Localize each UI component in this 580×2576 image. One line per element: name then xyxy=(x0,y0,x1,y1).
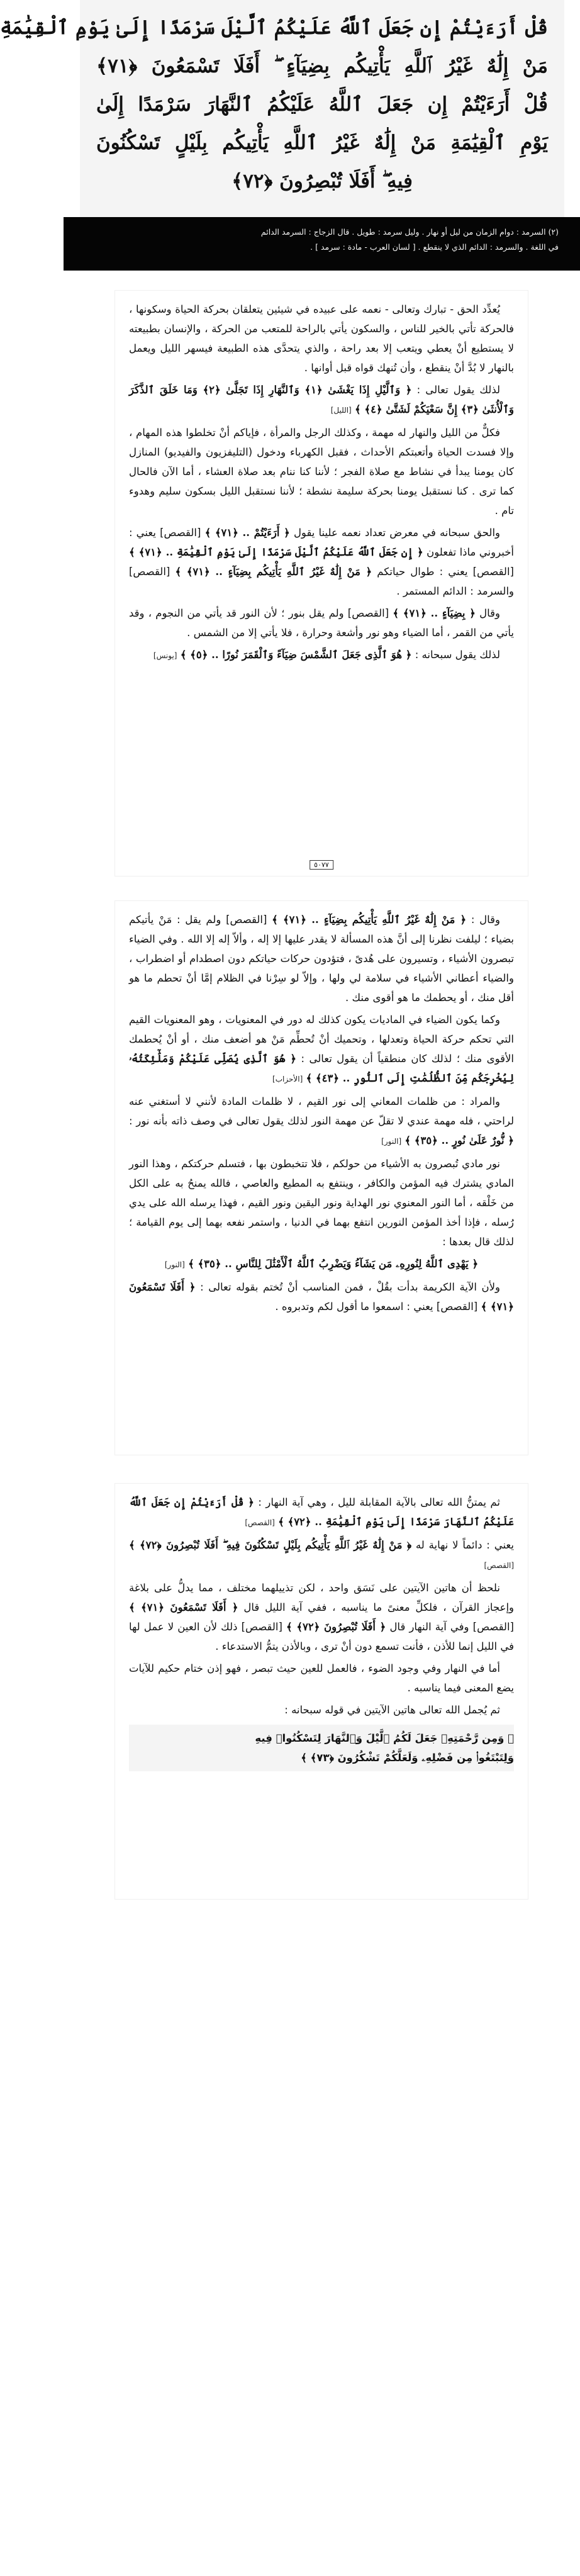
quran-quote: ﴿ يَهْدِى ٱللَّهُ لِنُورِهِۦ مَن يَشَآءُ وَيَضْرِبُ ٱللَّهُ ٱلْأَمْثَٰلَ لِلنَّاسِ .. ﴿٣٥﴾ ﴾ xyxy=(188,1258,479,1270)
text: وقال : xyxy=(471,914,500,926)
paragraph xyxy=(129,1492,514,1533)
verse-line: فِيهِ ۖ أَفَلَا تُبْصِرُونَ ﴿٧٢﴾ xyxy=(231,170,413,193)
paragraph xyxy=(129,603,514,642)
verse-line: قُلْ أَرَءَيْتُمْ إِن جَعَلَ ٱللَّهُ عَلَيْكُمُ ٱلَّيْلَ سَرْمَدًا إِلَىٰ يَوْمِ ٱلْقِيَٰمَةِ xyxy=(0,16,548,39)
page-number: ٥٠٧٧ xyxy=(310,860,333,870)
quran-quote: ﴿ مَنْ إِلَٰهٌ غَيْرُ ٱللَّهِ يَأْتِيكُم بِلَيْلٍ تَسْكُنُونَ فِيهِ ۖ أَفَلَا تُبْصِرُونَ ﴿٧٢﴾ ﴾ xyxy=(129,1539,412,1551)
paragraph xyxy=(129,523,514,601)
text: وقال xyxy=(479,607,501,619)
paragraph xyxy=(129,1277,514,1316)
paragraph: يُعدِّد الحق - تبارك وتعالى - نعمه على عبيده في شيئين يتعلقان بحركة الحياة وسكونها ، فالحركة تأتي بالخير للناس ، والسكون يأتي بالراحة للمتعب من الحركة ، والإنسان بطبيعته لا يستطيع أنْ يعطي ويتعب إلا بعد راحة ، والذي يتحدَّى هذه الطبيعة فيسهر الليل ويعمل بالنهار لا بُدَّ أنْ ينقطع ، وأن تُنهك قواه قبل أوانها . xyxy=(129,303,514,374)
quran-quote: ﴿ إِن جَعَلَ ٱللَّهُ عَلَيْكُمُ ٱلَّيْلَ سَرْمَدًا إِلَىٰ يَوْمِ ٱلْقِيَٰمَةِ .. ﴿٧١﴾ ﴾ xyxy=(129,546,423,558)
quran-quote: ﴿ بِضِيَآءٍ .. ﴿٧١﴾ ﴾ xyxy=(393,607,476,619)
text: يعني : دائماً لا نهاية له xyxy=(415,1539,514,1551)
quran-quote: ﴿ قُلْ أَرَءَيْتُمْ إِن جَعَلَ ٱللَّهُ عَلَيْكُمُ ٱلنَّهَارَ سَرْمَدًا إِلَىٰ يَوْمِ ٱلْقِيَٰمَةِ .. ﴿٧٢﴾ ﴾ xyxy=(129,1496,514,1528)
quran-quote: ﴿ نُّورٌ عَلَىٰ نُورٍ .. ﴿٣٥﴾ ﴾ xyxy=(404,1134,514,1146)
page-card-3 xyxy=(115,1484,528,1899)
paragraph xyxy=(129,645,514,666)
text: ثم يمتنُّ الله تعالى بالآية المقابلة لليل ، وهي آية النهار : xyxy=(258,1496,500,1508)
surah-ref: [النور] xyxy=(164,1260,185,1269)
text: [القصص] يعني : أخبروني ماذا تفعلون xyxy=(129,527,514,558)
text: [القصص] يعني : طوال حياتكم xyxy=(377,566,514,578)
paragraph: أما في النهار وفي وجود الضوء ، فالعمل للعين حيث تبصر ، فهو إذن ختام حكيم للآيات يضع المعنى فيما يناسبه . xyxy=(129,1662,514,1694)
paragraph xyxy=(129,1535,514,1576)
text: لذلك يقول تعالى : xyxy=(416,384,501,396)
text: والمراد : من ظلمات المعاني إلى نور القيم ، لا ظلمات المادة لأنني لا أستغني عنه لراحتي ، فله مهمة عندي لا تقلّ عن مهمة النور لذلك يقول تعالى في وصف ذاته بأنه نور : xyxy=(129,1095,514,1127)
quran-quote: ﴿ أَفَلَا تَسْمَعُونَ ﴿٧١﴾ ﴾ xyxy=(129,1601,238,1613)
quran-quote: ﴿ وَٱلَّيْلِ إِذَا يَغْشَىٰ ﴿١﴾ وَٱلنَّهَارِ إِذَا تَجَلَّىٰ ﴿٢﴾ وَمَا خَلَقَ ٱلذَّكَرَ وَٱلْأُنثَىٰ ﴿٣﴾ إِنَّ سَعْيَكُمْ لَشَتَّىٰ ﴿٤﴾ ﴾ xyxy=(129,384,514,415)
footnote-line: في اللغة . والسرمد : الدائم الذي لا ينقطع . [ لسان العرب - مادة : سرمد ] . xyxy=(310,242,559,252)
text: [القصص] والسرمد : الدائم المستمر . xyxy=(129,566,514,597)
text: لذلك يقول سبحانه : xyxy=(415,649,500,661)
page-card-1 xyxy=(115,291,528,876)
surah-ref: [الأحزاب] xyxy=(272,1075,303,1084)
surah-ref: [القصص] xyxy=(484,1561,514,1570)
quran-quote: ﴿ هُوَ ٱلَّذِى جَعَلَ ٱلشَّمْسَ ضِيَآءً وَٱلْقَمَرَ نُورًا .. ﴿٥﴾ ﴾ xyxy=(180,649,412,661)
paragraph xyxy=(129,1010,514,1089)
paragraph: نور مادي تُبصرون به الأشياء من حولكم ، فلا تتخبطون بها ، فتسلم حركتكم ، وهذا النور المادي يشترك فيه المؤمن والكافر ، وينتفع به المطيع والعاصي ، فالله يمنحُ به على الكل من خَلْقه ، أما النور المعنوي نور الهداية ونور اليقين ونور القيم ، فهذا يرسله الله على يدي رُسله ، فإذا أخذ المؤمن النورين انتفع بهما في الدنيا ، واستمر نفعه بهما إلى يوم القيامة ؛ لذلك قال بعدها : xyxy=(129,1158,514,1248)
paragraph: ثم يُجمل الله تعالى هاتين الآيتين في قوله سبحانه : xyxy=(284,1704,500,1716)
quran-quote: ﴿ أَفَلَا تُبْصِرُونَ ﴿٧٢﴾ ﴾ xyxy=(286,1621,386,1633)
paragraph: فكلٌّ من الليل والنهار له مهمة ، وكذلك الرجل والمرأة ، فإياكم أنْ تخلطوا هذه المهام ، وإلا فسدت الحياة وأتعبتكم الأحداث ، فقبل الكهرباء ودخول (التليفزيون والفيديو) المنازل كان يومنا يبدأ في نشاط مع صلاة الفجر ؛ لأننا كنا ننام بعد صلاة العشاء ، أما الآن فالحال كما ترى . كنا نستقبل يومنا بحركة سليمة نشطة ؛ لأننا نستقبل الليل بسكون سليم وهدوء تام . xyxy=(129,427,514,517)
verse-line: ﴿ وَمِن رَّحْمَتِهِۦ جَعَلَ لَكُمُ ٱلَّيْلَ وَٱلنَّهَارَ لِتَسْكُنُوا۟ فِيهِ xyxy=(255,1732,514,1744)
paragraph xyxy=(129,1254,514,1275)
quran-quote: ﴿ أَرَءَيْتُمْ .. ﴿٧١﴾ ﴾ xyxy=(204,527,290,539)
verses-header xyxy=(0,0,564,217)
quran-quote: ﴿ مَنْ إِلَٰهٌ غَيْرُ ٱللَّهِ يَأْتِيكُم بِضِيَآءٍ .. ﴿٧١﴾ ﴾ xyxy=(272,914,467,926)
verse-line: قُلْ أَرَءَيْتُمْ إِن جَعَلَ ٱللَّهُ عَلَيْكُمُ ٱلنَّهَارَ سَرْمَدًا إِلَىٰ xyxy=(96,93,548,116)
surah-ref: [الليل] xyxy=(330,406,352,415)
surah-ref: [النور] xyxy=(381,1137,402,1146)
verse-line: وَلِتَبْتَغُوا۟ مِن فَضْلِهِۦ وَلَعَلَّكُمْ تَشْكُرُونَ ﴿٧٣﴾ ﴾ xyxy=(301,1752,514,1764)
paragraph xyxy=(129,1578,514,1656)
verse-line: يَوْمِ ٱلْقِيَٰمَةِ مَنْ إِلَٰهٌ غَيْرُ ٱللَّهِ يَأْتِيكُم بِلَيْلٍ تَسْكُنُونَ xyxy=(96,132,548,154)
text: [القصص] ولم يقل : مَنْ يأتيكم بضياء ؛ ليلفت نظرنا إلى أنَّ هذه المسألة لا يقدر عليها إلا إله ، وألاّ إله إلا الله . وفي الضياء تبصرون الأشياء ، وتسيرون على هُدىً ، فتؤدون حركات حياتكم دون اصطدام أو اضطراب ، والضياء أعطاني الأشياء في سلامة لي ولها ، وإلاّ لو سِرْنا في الظلام إمَّا أنْ تحطم ما هو أقل منك ، أو يحطمك ما هو أقوى منك . xyxy=(129,914,514,1004)
verse-line: مَنْ إِلَٰهٌ غَيْرُ ٱللَّهِ يَأْتِيكُم بِضِيَآءٍ ۖ أَفَلَا تَسْمَعُونَ ﴿٧١﴾ xyxy=(96,55,548,77)
text: [القصص] وفي آية النهار قال xyxy=(389,1621,514,1633)
text: والحق سبحانه في معرض تعداد نعمه علينا يقول xyxy=(293,527,500,539)
paragraph xyxy=(129,380,514,420)
text: [القصص] ذلك لأن العين لا عمل لها في الليل إنما للأذن ، فأنت تسمع دون أنْ ترى ، وبالأذن يتمُّ الاستدعاء . xyxy=(129,1621,514,1652)
paragraph xyxy=(129,910,514,1007)
closing-verse xyxy=(129,1725,514,1771)
text: [القصص] يعني : اسمعوا ما أقول لكم وتدبروه . xyxy=(275,1301,478,1313)
quran-quote: ﴿ مَنْ إِلَٰهٌ غَيْرُ ٱللَّهِ يَأْتِيكُم بِضِيَآءٍ .. ﴿٧١﴾ ﴾ xyxy=(175,566,372,578)
quran-quote: ﴿ هُوَ ٱلَّذِى يُصَلِّى عَلَيْكُمْ وَمَلَٰٓئِكَتُهُۥ لِيُخْرِجَكُم مِّنَ ٱلظُّلُمَٰتِ إِلَى ٱلنُّورِ .. ﴿٤٣﴾ ﴾ xyxy=(129,1053,514,1084)
footnote-line: (٢) السرمد : دوام الزمان من ليل أو نهار . وليل سرمد : طويل . قال الزجاج : السرمد الدائم xyxy=(260,227,559,237)
surah-ref: [القصص] xyxy=(245,1518,275,1527)
paragraph xyxy=(129,1092,514,1151)
text: نلحظ أن هاتين الآيتين على نَسَق واحد ، لكن تذييلهما مختلف ، مما يدلُّ على بلاغة وإعجاز القرآن ، فلكلِّ معنىً ما يناسبه ، ففي آية الليل قال xyxy=(129,1582,514,1613)
text: وكما يكون الضياء في الماديات يكون كذلك له دور في المعنويات ، وهو المعنويات القيم التي تحكم حركة الحياة وتعدلها ، وتحميك أنْ تُحطِّم مَنْ هو أضعف منك ، أو أنْ يُحطمك الأقوى منك ؛ لذلك كان منطقياً أن يقول تعالى : xyxy=(129,1014,514,1065)
text: [القصص] ولم يقل بنور ؛ لأن النور قد يأتي من النجوم ، وقد يأتي من القمر ، أما الضياء وهو نور وأشعة وحرارة ، فلا يأتي إلا من الشمس . xyxy=(129,607,514,639)
footnote-bar xyxy=(64,217,580,271)
text: ولأن الآية الكريمة بدأت بقُلْ ، فمن المناسب أنْ تُختم بقوله تعالى : xyxy=(200,1281,500,1293)
quran-quote: ﴿ أَفَلَا تَسْمَعُونَ ﴿٧١﴾ ﴾ xyxy=(129,1281,514,1313)
surah-ref: [يونس] xyxy=(153,651,177,660)
page-card-2 xyxy=(115,901,528,1455)
